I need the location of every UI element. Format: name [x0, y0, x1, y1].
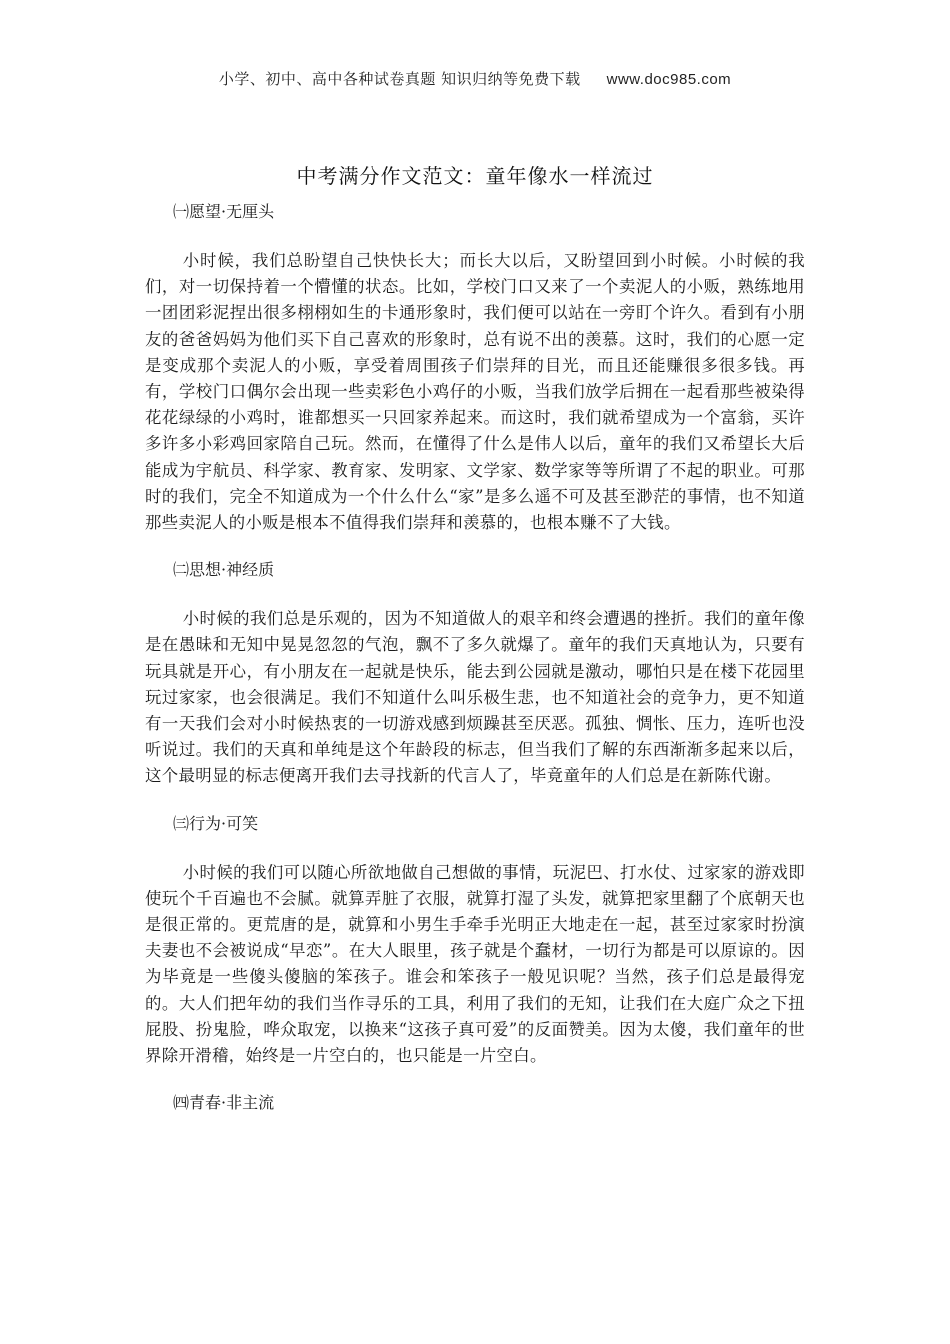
- section-paragraph-3: 小时候的我们可以随心所欲地做自己想做的事情，玩泥巴、打水仗、过家家的游戏即使玩个千百遍也不会腻。就算弄脏了衣服，就算打湿了头发，就算把家里翻了个底朝天也是很正常的。更荒唐的是，就算和小男生手牵手光明正大地走在一起，甚至过家家时扮演夫妻也不会被说成“早恋”。在大人眼里，孩子就是个蠢材，一切行为都是可以原谅的。因为毕竟是一些傻头傻脑的笨孩子。谁会和笨孩子一般见识呢？当然，孩子们总是最得宠的。大人们把年幼的我们当作寻乐的工具，利用了我们的无知，让我们在大庭广众之下扭屁股、扮鬼脸，哗众取宠，以换来“这孩子真可爱”的反面赞美。因为太傻，我们童年的世界除开滑稽，始终是一片空白的，也只能是一片空白。: [145, 862, 805, 1066]
- header-text: 小学、初中、高中各种试卷真题 知识归纳等免费下载: [218, 70, 581, 88]
- section-heading-3: ㈢行为·可笑: [173, 813, 259, 833]
- section-paragraph-2: 小时候的我们总是乐观的，因为不知道做人的艰辛和终会遭遇的挫折。我们的童年像是在愚昧和无知中晃晃忽忽的气泡，飘不了多久就爆了。童年的我们天真地认为，只要有玩具就是开心，有小朋友在一起就是快乐，能去到公园就是激动，哪怕只是在楼下花园里玩过家家，也会很满足。我们不知道什么叫乐极生悲，也不知道社会的竞争力，更不知道有一天我们会对小时候热衷的一切游戏感到烦躁甚至厌恶。孤独、惆怅、压力，连听也没听说过。我们的天真和单纯是这个年龄段的标志，但当我们了解的东西渐渐多起来以后，这个最明显的标志便离开我们去寻找新的代言人了，毕竟童年的人们总是在新陈代谢。: [145, 609, 805, 786]
- section-heading-1: ㈠愿望·无厘头: [173, 202, 275, 221]
- header-site-url[interactable]: www.doc985.com: [606, 71, 732, 88]
- document-body: [145, 197, 805, 1118]
- document-title: 中考满分作文范文：童年像水一样流过: [296, 164, 654, 188]
- page-header: [0, 68, 950, 89]
- section-heading-4: ㈣青春·非主流: [173, 1093, 275, 1113]
- section-heading-2: ㈡思想·神经质: [173, 560, 275, 580]
- section-paragraph-1: 小时候，我们总盼望自己快快长大；而长大以后，又盼望回到小时候。小时候的我们，对一切保持着一个懵懂的状态。比如，学校门口又来了一个卖泥人的小贩，熟练地用一团团彩泥捏出很多栩栩如生的卡通形象时，我们便可以站在一旁盯个许久。看到有小朋友的爸爸妈妈为他们买下自己喜欢的形象时，总有说不出的羡慕。这时，我们的心愿一定是变成那个卖泥人的小贩，享受着周围孩子们崇拜的目光，而且还能赚很多很多钱。再有，学校门口偶尔会出现一些卖彩色小鸡仔的小贩，当我们放学后拥在一起看那些被染得花花绿绿的小鸡时，谁都想买一只回家养起来。而这时，我们就希望成为一个富翁，买许多许多小彩鸡回家陪自己玩。然而，在懂得了什么是伟人以后，童年的我们又希望长大后能成为宇航员、科学家、教育家、发明家、文学家、数学家等等所谓了不起的职业。可那时的我们，完全不知道成为一个什么什么“家”是多么遥不可及甚至渺茫的事情，也不知道那些卖泥人的小贩是根本不值得我们崇拜和羡慕的，也根本赚不了大钱。: [145, 251, 805, 533]
